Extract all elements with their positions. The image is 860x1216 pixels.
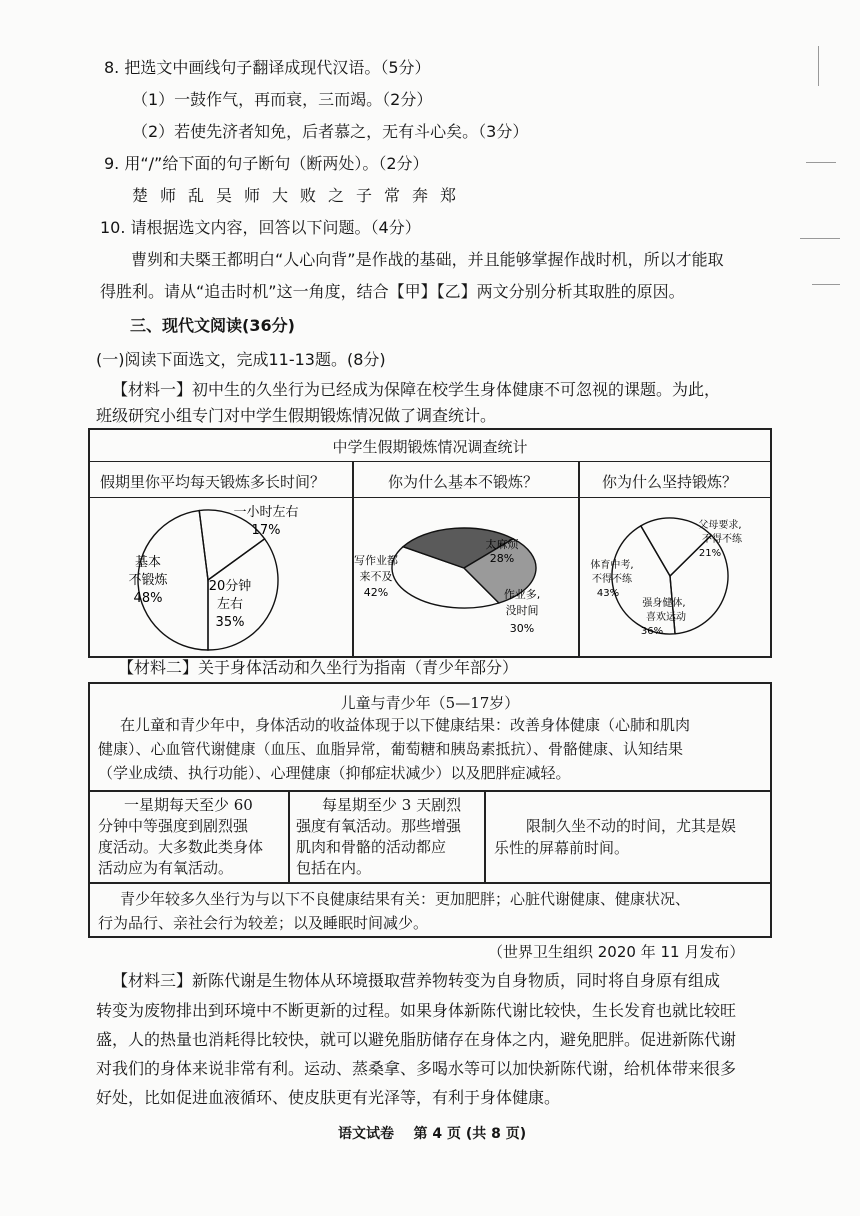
page-footer: 语文试卷 第 4 页 (共 8 页) (338, 1126, 527, 1142)
pie1-label-20min-2: 左右 (216, 597, 244, 612)
guideline-col1-line2: 分钟中等强度到剧烈强 (98, 817, 249, 835)
guideline-row-top-border (90, 790, 770, 792)
pie2-label-trouble: 太麻烦 (485, 538, 519, 551)
guideline-para2-line2: 行为品行、亲社会行为较差；以及睡眠时间减少。 (98, 914, 429, 932)
pie3-label-exam: 体育中考, (590, 560, 634, 571)
pie3-label-parents: 父母要求, (698, 520, 742, 531)
guideline-para1-line2: 健康）、心血管代谢健康（血压、血脂异常，葡萄糖和胰岛素抵抗）、骨骼健康、认知结果 (98, 740, 684, 758)
survey-title: 中学生假期锻炼情况调查统计 (332, 438, 528, 456)
pie3-pct-parents: 21% (698, 548, 722, 559)
pie1-label-20min: 20分钟 (208, 579, 252, 594)
pie3-label-health: 强身健体, (642, 598, 686, 609)
pie-chart-no-exercise-reason (354, 498, 578, 656)
section-instruction: (一)阅读下面选文，完成11-13题。(8分) (96, 350, 386, 369)
col1-header: 假期里你平均每天锻炼多长时间？ (100, 473, 326, 491)
question-10: 10. 请根据选文内容，回答以下问题。（4分） (100, 218, 421, 237)
pie3-label-health-2: 喜欢运动 (646, 612, 686, 623)
edge-mark (806, 162, 836, 163)
guideline-para1-line3: （学业成绩、执行功能）、心理健康（抑郁症状减少）以及肥胖症减轻。 (98, 764, 571, 782)
guideline-col1-line3: 度活动。大多数此类身体 (98, 838, 264, 856)
pie3-pct-health: 36% (640, 626, 664, 637)
material3-line5: 好处，比如促进血液循环、使皮肤更有光泽等，有利于身体健康。 (96, 1088, 561, 1107)
material3-line3: 盛，人的热量也消耗得比较快，就可以避免脂肪储存在身体之内，避免肥胖。促进新陈代谢 (96, 1030, 737, 1049)
pie-chart-exercise-time (90, 498, 352, 656)
pie2-pct-homework: 42% (363, 586, 389, 599)
pie2-label-homework-2: 来不及 (359, 570, 393, 583)
guideline-row-bottom-border (90, 882, 770, 884)
material1-intro-2: 班级研究小组专门对中学生假期锻炼情况做了调查统计。 (96, 406, 497, 425)
col3-header: 你为什么坚持锻炼？ (602, 473, 738, 491)
guideline-col-divider-1 (288, 790, 290, 883)
survey-title-row (90, 430, 770, 462)
guideline-col2-line3: 肌肉和骨骼的活动都应 (296, 838, 447, 856)
guideline-col3-line1: 限制久坐不动的时间，尤其是娱 (526, 817, 737, 835)
section-title: 三、现代文阅读(36分) (130, 316, 295, 335)
pie2-label-notime-2: 没时间 (505, 604, 539, 617)
guideline-col2-line2: 强度有氧活动。那些增强 (296, 817, 462, 835)
guideline-col2-line4: 包括在内。 (296, 859, 372, 877)
pie2-pct-trouble: 28% (489, 552, 515, 565)
edge-mark (818, 46, 819, 86)
guideline-col2-line1: 每星期至少 3 天剧烈 (322, 796, 462, 814)
guideline-para2-line1: 青少年较多久坐行为与以下不良健康结果有关：更加肥胖；心脏代谢健康、健康状况、 (120, 890, 691, 908)
edge-mark (812, 284, 840, 285)
question-8-2: （2）若使先济者知免，后者慕之，无有斗心矣。（3分） (132, 122, 529, 141)
pie3-label-parents-2: 不得不练 (702, 534, 742, 545)
guideline-table (88, 682, 772, 938)
pie2-label-homework: 写作业都 (354, 554, 398, 567)
pie3-pct-exam: 43% (596, 588, 620, 599)
material2-label: 【材料二】关于身体活动和久坐行为指南（青少年部分） (118, 658, 519, 677)
edge-mark (800, 238, 840, 239)
question-8: 8. 把选文中画线句子翻译成现代汉语。（5分） (104, 58, 431, 77)
question-9: 9. 用“/”给下面的句子断句（断两处）。（2分） (104, 154, 429, 173)
pie2-label-notime: 作业多, (503, 588, 541, 601)
pie1-slice-20min (208, 539, 278, 650)
guideline-source: （世界卫生组织 2020 年 11 月发布） (488, 943, 745, 961)
guideline-col-divider-2 (484, 790, 486, 883)
guideline-col1-line1: 一星期每天至少 60 (124, 796, 253, 814)
survey-table (88, 428, 772, 658)
material3-line4: 对我们的身体来说非常有利。运动、蒸桑拿、多喝水等可以加快新陈代谢，给机体带来很多 (96, 1059, 737, 1078)
question-10-text-2: 得胜利。请从“追击时机”这一角度，结合【甲】【乙】两文分别分析其取胜的原因。 (100, 282, 685, 301)
guideline-col1-line4: 活动应为有氧活动。 (98, 859, 234, 877)
pie1-slice-hour (199, 510, 264, 580)
pie1-label-none-2: 不锻炼 (128, 573, 168, 588)
material3-line2: 转变为废物排出到环境中不断更新的过程。如果身体新陈代谢比较快，生长发育也就比较旺 (96, 1001, 737, 1020)
question-9-sentence: 楚师乱吴师大败之子常奔郑 (132, 186, 469, 205)
pie-chart-keep-exercise-reason (580, 498, 770, 656)
question-10-text-1: 曹刿和夫槩王都明白“人心向背”是作战的基础，并且能够掌握作战时机，所以才能取 (131, 250, 724, 269)
col2-header: 你为什么基本不锻炼？ (388, 473, 539, 491)
pie1-pct-none: 48% (133, 591, 163, 606)
survey-header-row (90, 462, 770, 498)
pie3-label-exam-2: 不得不练 (592, 574, 632, 585)
pie1-label-hour: 一小时左右 (233, 505, 299, 520)
pie1-pct-20min: 35% (215, 615, 245, 630)
guideline-para1-line1: 在儿童和青少年中，身体活动的收益体现于以下健康结果：改善身体健康（心肺和肌肉 (120, 716, 691, 734)
pie1-pct-hour: 17% (251, 523, 281, 538)
guideline-title: 儿童与青少年（5—17岁） (340, 694, 520, 712)
guideline-col3-line2: 乐性的屏幕前时间。 (494, 839, 630, 857)
pie2-pct-notime: 30% (509, 622, 535, 635)
question-8-1: （1）一鼓作气，再而衰，三而竭。（2分） (132, 90, 433, 109)
material3-line1: 【材料三】新陈代谢是生物体从环境摄取营养物转变为自身物质，同时将自身原有组成 (112, 971, 721, 990)
material1-intro-1: 【材料一】初中生的久坐行为已经成为保障在校学生身体健康不可忽视的课题。为此， (112, 380, 721, 399)
pie1-label-none: 基本 (134, 555, 162, 570)
